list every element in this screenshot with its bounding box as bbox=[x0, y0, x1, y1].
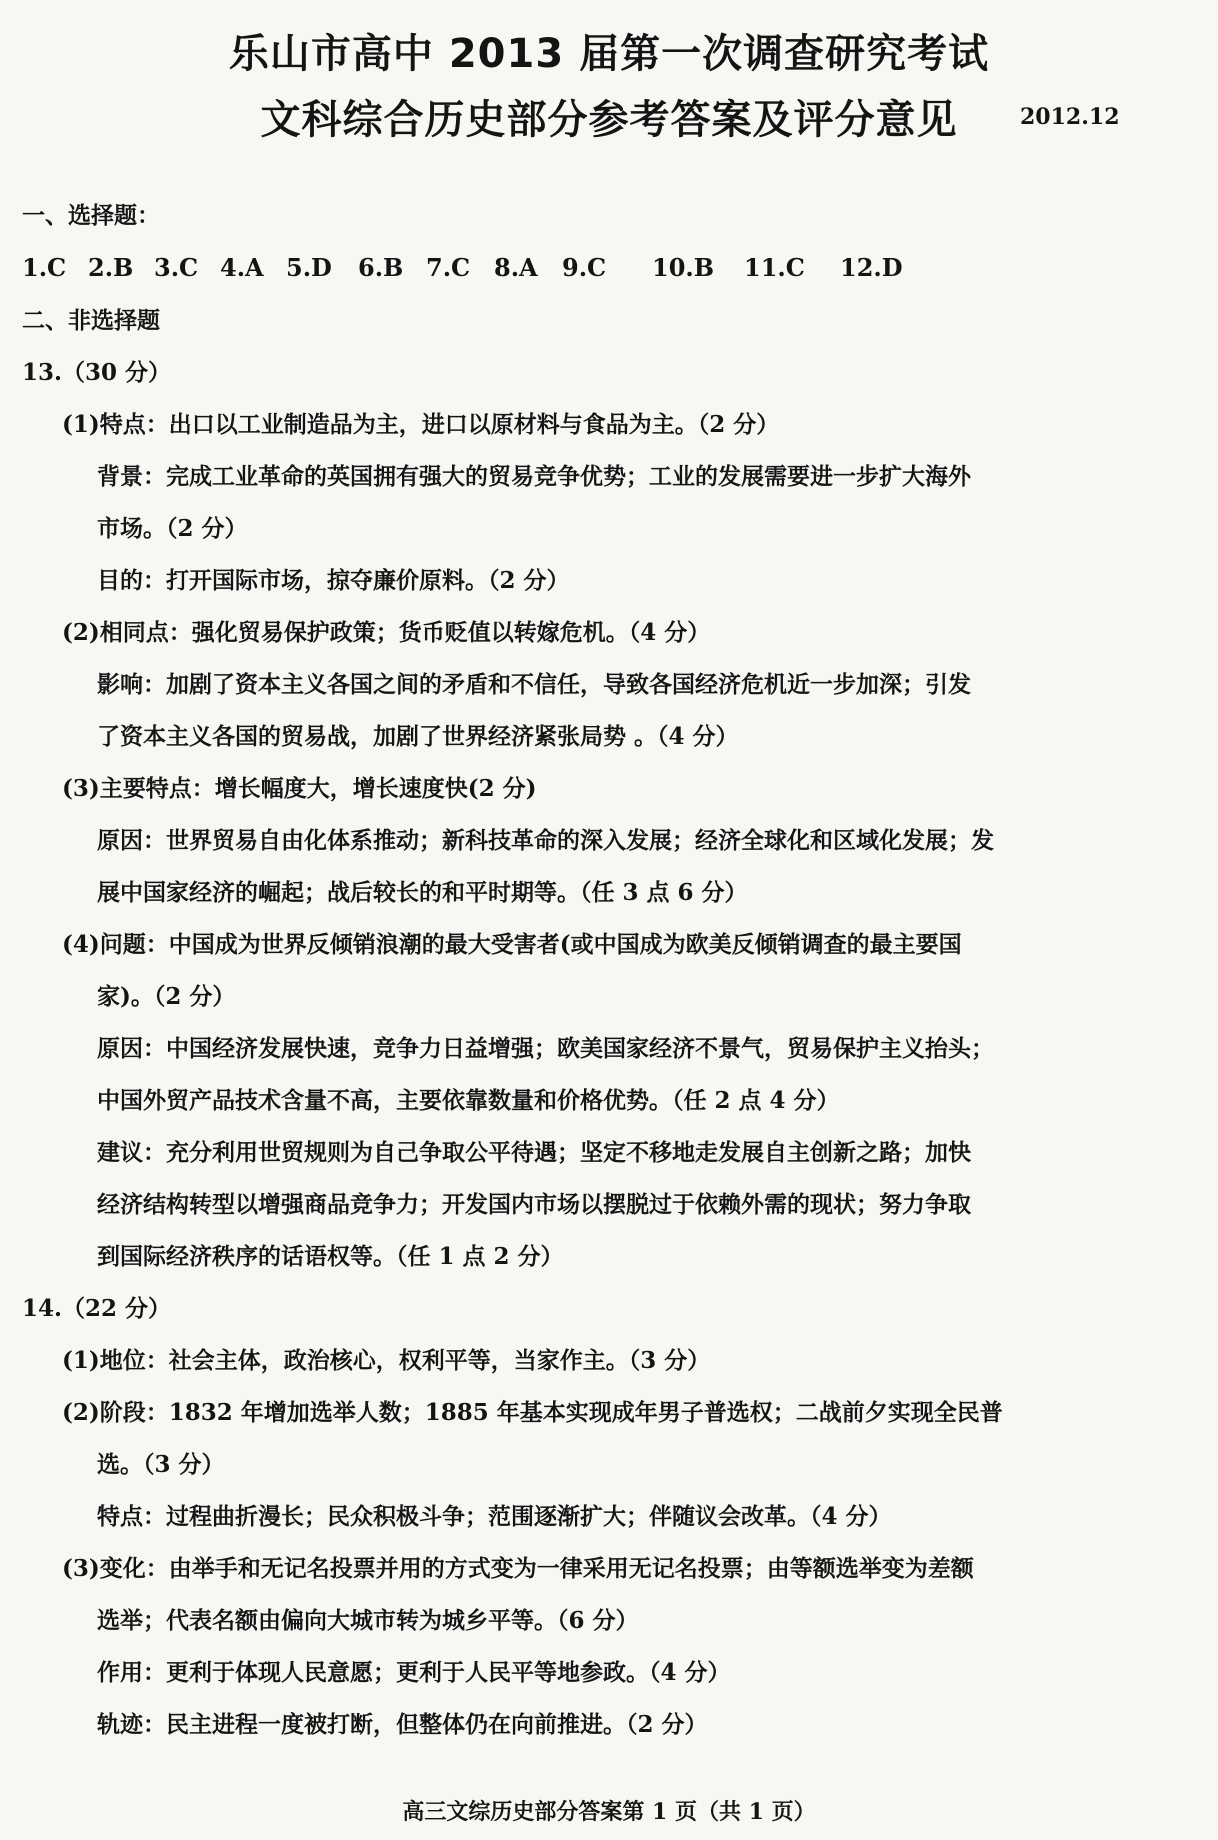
answer-line: 市场。（2 分） bbox=[97, 515, 248, 542]
answer-line: 原因：中国经济发展快速，竞争力日益增强；欧美国家经济不景气，贸易保护主义抬头； bbox=[97, 1035, 994, 1062]
choice-answers-row bbox=[22, 252, 1182, 284]
answer-line: (4)问题：中国成为世界反倾销浪潮的最大受害者(或中国成为欧美反倾销调查的最主要国 bbox=[62, 931, 962, 958]
answer-line: (1)地位：社会主体，政治核心，权利平等，当家作主。（3 分） bbox=[62, 1347, 711, 1374]
answer-line: 选举；代表名额由偏向大城市转为城乡平等。（6 分） bbox=[97, 1607, 639, 1634]
choice-answer: 8.A bbox=[494, 253, 538, 282]
choice-answer: 3.C bbox=[154, 253, 199, 282]
choice-answer: 10.B bbox=[652, 253, 715, 282]
section-heading-choice: 一、选择题： bbox=[22, 203, 160, 229]
answer-line: 背景：完成工业革命的英国拥有强大的贸易竞争优势；工业的发展需要进一步扩大海外 bbox=[97, 463, 971, 490]
choice-answer: 2.B bbox=[88, 253, 134, 282]
answer-line: 影响：加剧了资本主义各国之间的矛盾和不信任，导致各国经济危机近一步加深；引发 bbox=[97, 671, 971, 698]
answer-line: 原因：世界贸易自由化体系推动；新科技革命的深入发展；经济全球化和区域化发展；发 bbox=[97, 827, 994, 854]
answer-line: 建议：充分利用世贸规则为自己争取公平待遇；坚定不移地走发展自主创新之路；加快 bbox=[97, 1139, 971, 1166]
answer-line: 中国外贸产品技术含量不高，主要依靠数量和价格优势。（任 2 点 4 分） bbox=[97, 1087, 840, 1114]
answer-line: 经济结构转型以增强商品竞争力；开发国内市场以摆脱过于依赖外需的现状；努力争取 bbox=[97, 1191, 971, 1218]
page-title: 乐山市高中 2013 届第一次调查研究考试 bbox=[228, 31, 990, 77]
question-heading: 13.（30 分） bbox=[22, 359, 172, 386]
answer-line: 家)。（2 分） bbox=[97, 983, 236, 1010]
choice-answer: 4.A bbox=[220, 253, 264, 282]
section-heading-nonchoice: 二、非选择题 bbox=[22, 308, 160, 334]
answer-line: 展中国家经济的崛起；战后较长的和平时期等。（任 3 点 6 分） bbox=[97, 879, 748, 906]
answer-line: 作用：更利于体现人民意愿；更利于人民平等地参政。（4 分） bbox=[97, 1659, 731, 1686]
choice-answer: 9.C bbox=[562, 253, 607, 282]
choice-answer: 11.C bbox=[744, 253, 805, 282]
answer-line: (2)阶段：1832 年增加选举人数；1885 年基本实现成年男子普选权；二战前夕实现全民普 bbox=[62, 1399, 1003, 1426]
answer-line: 了资本主义各国的贸易战，加剧了世界经济紧张局势 。（4 分） bbox=[97, 723, 739, 750]
choice-answer: 1.C bbox=[22, 253, 67, 282]
answer-line: 选。（3 分） bbox=[97, 1451, 225, 1478]
page-footer: 高三文综历史部分答案第 1 页（共 1 页） bbox=[402, 1799, 816, 1825]
choice-answer: 6.B bbox=[358, 253, 404, 282]
choice-answer: 12.D bbox=[840, 253, 903, 282]
answer-line: 目的：打开国际市场，掠夺廉价原料。（2 分） bbox=[97, 567, 570, 594]
answer-line: 特点：过程曲折漫长；民众积极斗争；范围逐渐扩大；伴随议会改革。（4 分） bbox=[97, 1503, 892, 1530]
choice-answer: 5.D bbox=[286, 253, 332, 282]
document-date: 2012.12 bbox=[1020, 104, 1120, 130]
answer-line: (3)变化：由举手和无记名投票并用的方式变为一律采用无记名投票；由等额选举变为差额 bbox=[62, 1555, 974, 1582]
page-subtitle: 文科综合历史部分参考答案及评分意见 bbox=[260, 97, 958, 143]
answer-line: (2)相同点：强化贸易保护政策；货币贬值以转嫁危机。（4 分） bbox=[62, 619, 711, 646]
answer-line: 到国际经济秩序的话语权等。（任 1 点 2 分） bbox=[97, 1243, 564, 1270]
choice-answer: 7.C bbox=[426, 253, 471, 282]
question-heading: 14.（22 分） bbox=[22, 1295, 172, 1322]
answer-line: (3)主要特点：增长幅度大，增长速度快(2 分) bbox=[62, 775, 537, 802]
answer-line: (1)特点：出口以工业制造品为主，进口以原材料与食品为主。（2 分） bbox=[62, 411, 780, 438]
answer-line: 轨迹：民主进程一度被打断，但整体仍在向前推进。（2 分） bbox=[97, 1711, 708, 1738]
